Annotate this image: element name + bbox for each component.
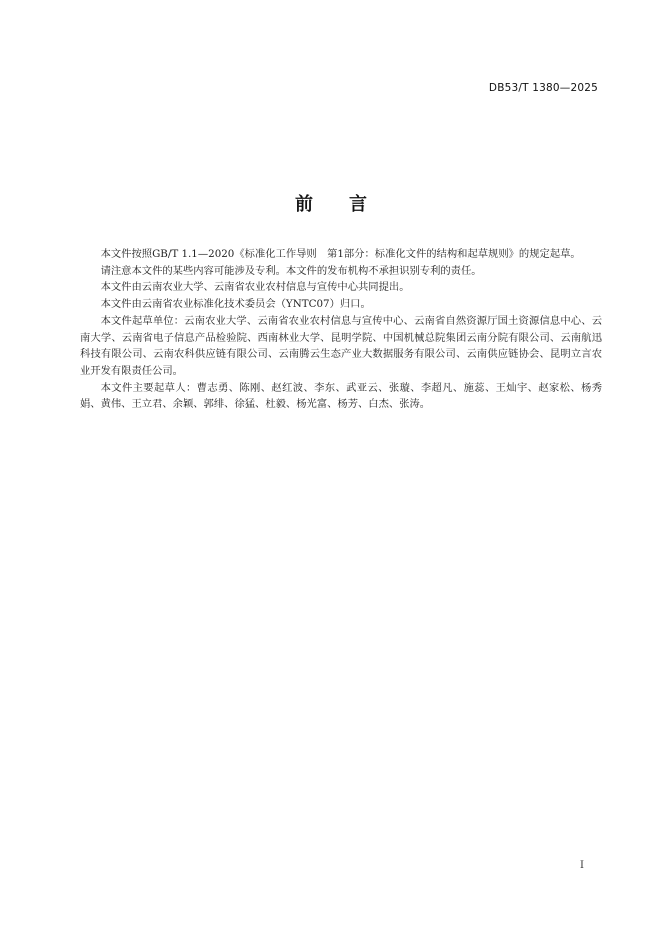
paragraph-proposed-by: 本文件由云南农业大学、云南省农业农村信息与宣传中心共同提出。 [100, 281, 410, 294]
paragraph-patent-notice: 请注意本文件的某些内容可能涉及专利。本文件的发布机构不承担识别专利的责任。 [100, 264, 482, 277]
document-code: DB53/T 1380—2025 [488, 82, 598, 94]
paragraph-drafting-units: 本文件起草单位：云南农业大学、云南省农业农村信息与宣传中心、云南省自然资源厅国土资源信息中心、云南大学、云南省电子信息产品检验院、西南林业大学、昆明学院、中国机械总院集团云南分院有限公司、云南航迅科技有限公司、云南农科供应链有限公司、云南腾云生态产业大数据服务有限公司、云南供应链协会、昆明立言农业开发有限责任公司。 [80, 314, 602, 377]
paragraph-drafting-rules: 本文件按照GB/T 1.1—2020《标准化工作导则 第1部分：标准化文件的结构和起草规则》的规定起草。 [100, 248, 581, 260]
page-number: I [580, 860, 584, 871]
page-title: 前言 [295, 194, 403, 215]
foreword-body [80, 246, 602, 413]
paragraph-main-drafters: 本文件主要起草人：曹志勇、陈刚、赵红波、李东、武亚云、张璇、李超凡、施蕊、王灿宇、赵家松、杨秀娟、黄伟、王立君、余颖、郭绯、徐猛、杜毅、杨光富、杨芳、白杰、张涛。 [80, 381, 602, 411]
paragraph-technical-committee: 本文件由云南省农业标准化技术委员会（YNTC07）归口。 [100, 298, 371, 311]
